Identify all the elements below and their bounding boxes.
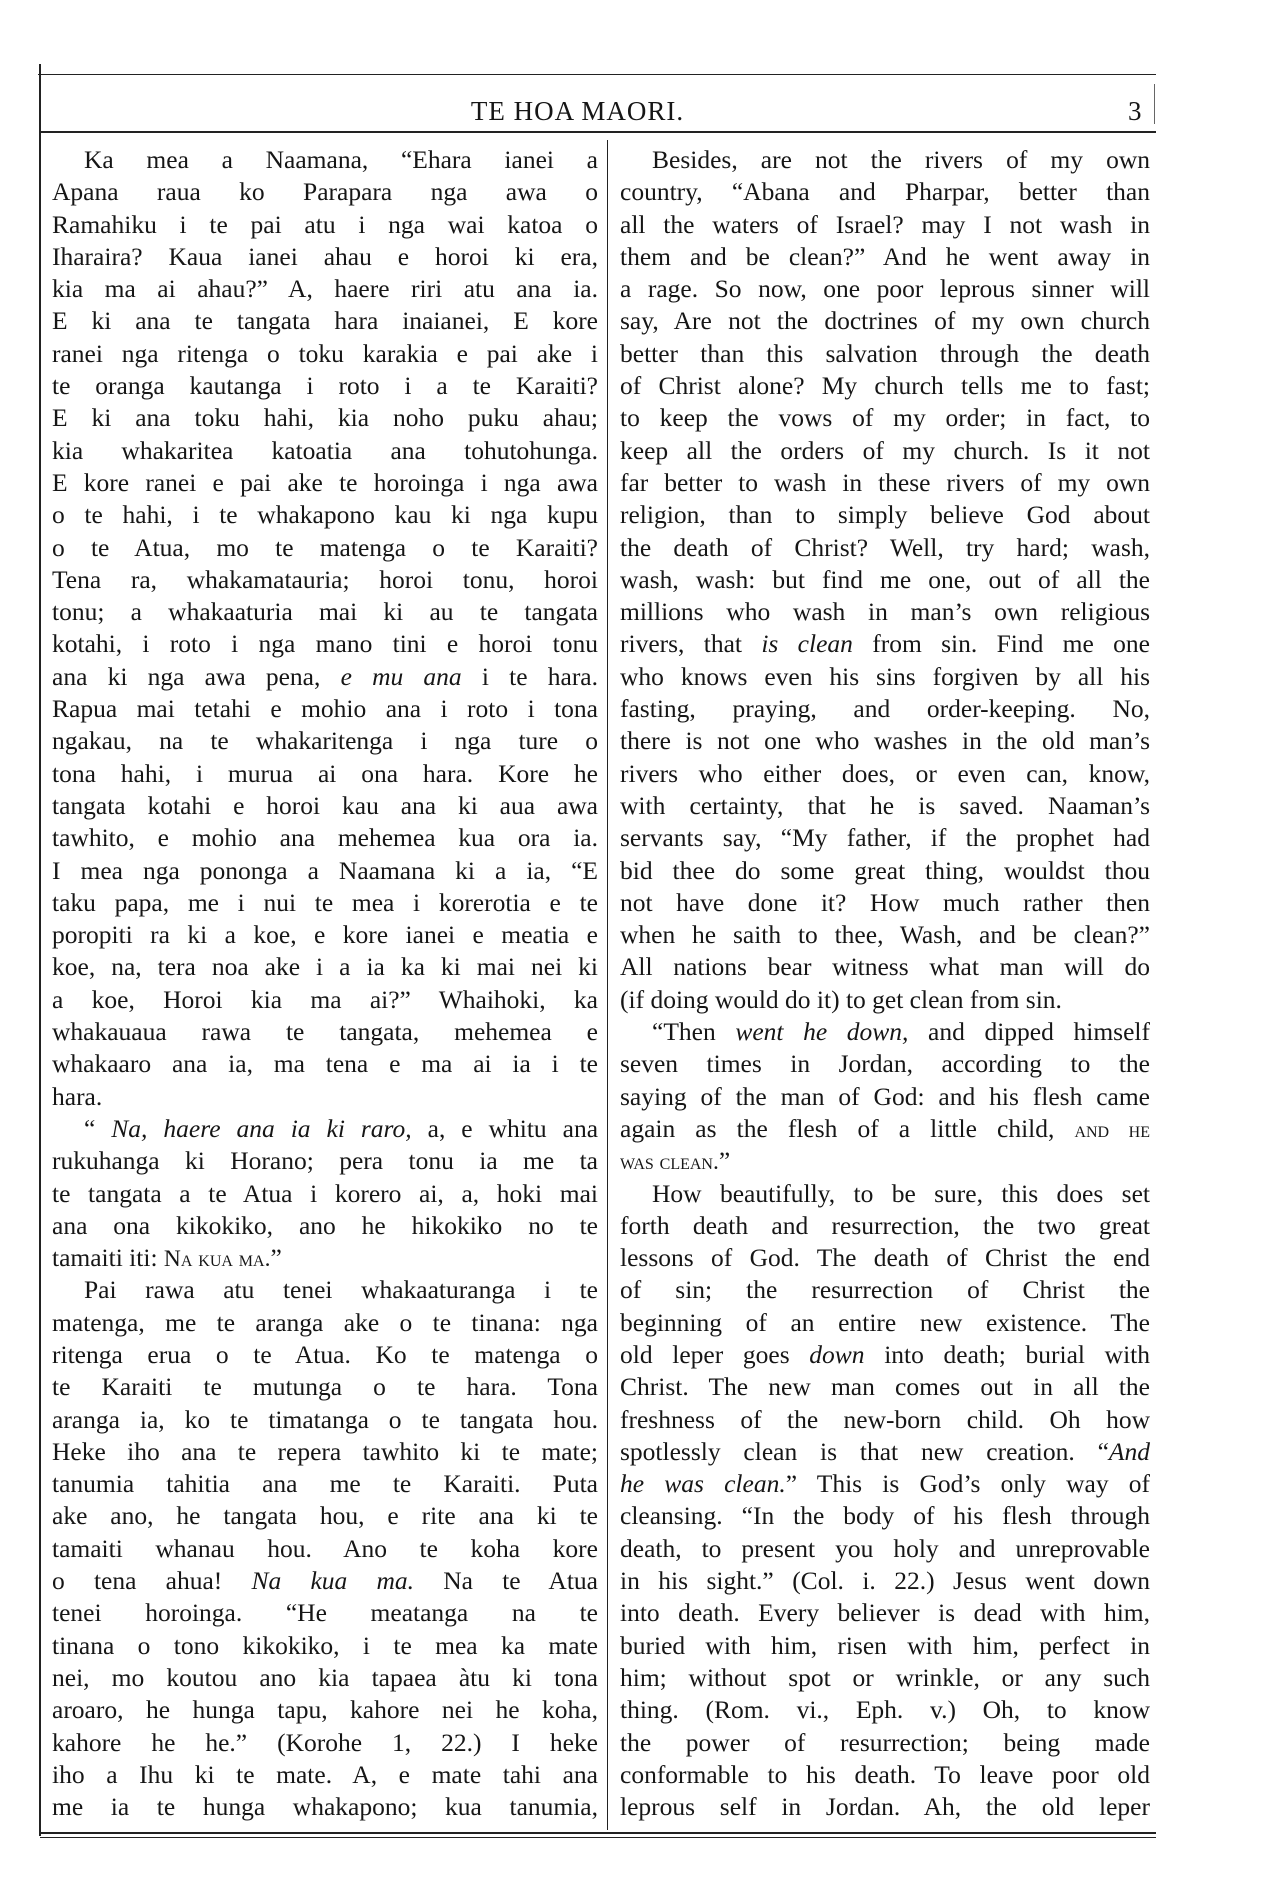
text-run: ” — [270, 1243, 282, 1273]
text-line: who knows even his sins forgiven by all his — [620, 661, 1150, 691]
text-line: freshness of the new-born child. Oh how — [620, 1404, 1150, 1434]
text-run: spotlessly clean is that new creation. “ — [620, 1436, 1109, 1466]
text-line: death, to present you holy and unreprovable — [620, 1533, 1150, 1563]
italic-run: he was clean. — [620, 1469, 786, 1499]
text-line: rukuhanga ki Horano; pera tonu ia me ta — [52, 1146, 598, 1176]
text-run: a, e whitu ana — [411, 1113, 599, 1143]
text-line: of sin; the resurrection of Christ the — [620, 1275, 1150, 1305]
text-run: rivers, that — [620, 629, 762, 659]
text-line — [620, 628, 1150, 660]
italic-run: Na kua ma. — [251, 1566, 415, 1596]
top-rule — [38, 74, 1156, 75]
text-line: Besides, are not the rivers of my own — [652, 145, 1150, 174]
text-line: lessons of God. The death of Christ the end — [620, 1243, 1150, 1273]
text-line: seven times in Jordan, according to the — [620, 1049, 1150, 1079]
text-line: tangata kotahi e horoi kau ana ki aua awa — [52, 790, 598, 820]
text-line: the power of resurrection; being made — [620, 1727, 1150, 1757]
text-line: Christ. The new man comes out in all the — [620, 1372, 1150, 1402]
text-line — [52, 1113, 598, 1145]
text-line: (if doing would do it) to get clean from sin. — [620, 984, 1062, 1014]
text-line: a rage. So now, one poor leprous sinner will — [620, 274, 1150, 304]
text-run: and dipped himself — [908, 1017, 1150, 1047]
right-column — [620, 144, 1150, 1823]
text-line: kotahi, i roto i nga mano tini e horoi tonu — [52, 629, 598, 659]
text-line: tawhito, e mohio ana mehemea kua ora ia. — [52, 823, 598, 853]
text-line: ritenga erua o te Atua. Ko te matenga o — [52, 1339, 598, 1369]
text-line: Tena ra, whakamatauria; horoi tonu, horoi — [52, 564, 598, 594]
text-line: iho a Ihu ki te mate. A, e mate tahi ana — [52, 1759, 598, 1789]
text-line: conformable to his death. To leave poor old — [620, 1759, 1150, 1789]
text-line: of Christ alone? My church tells me to fast; — [620, 371, 1150, 401]
text-line: all the waters of Israel? may I not wash in — [620, 209, 1150, 239]
bottom-rule — [40, 1832, 1156, 1834]
text-line: Pai rawa atu tenei whakaaturanga i te — [84, 1275, 598, 1305]
text-line: millions who wash in man’s own religious — [620, 597, 1150, 627]
text-line: beginning of an entire new existence. The — [620, 1307, 1150, 1337]
text-line: How beautifully, to be sure, this does set — [652, 1178, 1150, 1208]
text-line: wash, wash: but find me one, out of all the — [620, 564, 1150, 594]
text-line: a koe, Horoi kia ma ai?” Whaihoki, ka — [52, 984, 598, 1014]
page-number: 3 — [1128, 96, 1142, 126]
text-line: forth death and resurrection, the two great — [620, 1210, 1150, 1240]
italic-run: Na, haere ana ia ki raro, — [111, 1113, 412, 1143]
text-line: tonu; a whakaaturia mai ki au te tangata — [52, 597, 598, 627]
text-line: ranei nga ritenga o toku karakia e pai ake i — [52, 338, 598, 368]
text-line: E ki ana toku hahi, kia noho puku ahau; — [52, 403, 598, 433]
text-line: him; without spot or wrinkle, or any such — [620, 1662, 1150, 1692]
bottom-rule-thin — [40, 1837, 1156, 1838]
text-line: buried with him, risen with him, perfect in — [620, 1630, 1150, 1660]
text-line: All nations bear witness what man will do — [620, 952, 1150, 982]
text-run: tamaiti iti: — [52, 1243, 164, 1273]
text-line: kia whakaritea katoatia ana tohutohunga. — [52, 435, 598, 465]
text-line — [620, 1436, 1150, 1468]
italic-run: And — [1108, 1436, 1150, 1466]
text-line: not have done it? How much rather then — [620, 887, 1150, 917]
text-line: bid thee do some great thing, wouldst thou — [620, 855, 1150, 885]
text-line: koe, na, tera noa ake i a ia ka ki mai nei ki — [52, 952, 598, 982]
text-line: cleansing. “In the body of his flesh through — [620, 1501, 1150, 1531]
text-line — [52, 661, 598, 693]
text-line: Rapua mai tetahi e mohio ana i roto i tona — [52, 694, 598, 724]
text-line: me ia te hunga whakapono; kua tanumia, — [52, 1792, 598, 1822]
text-line: Ramahiku i te pai atu i nga wai katoa o — [52, 209, 598, 239]
text-line: o te hahi, i te whakapono kau ki nga kupu — [52, 500, 598, 530]
italic-run: is clean — [761, 629, 853, 659]
text-line: rivers who either does, or even can, know, — [620, 758, 1150, 788]
text-line: Ka mea a Naamana, “Ehara ianei a — [84, 145, 598, 174]
text-line: hara. — [52, 1081, 103, 1111]
text-run: ” — [718, 1146, 731, 1176]
text-line: tanumia tahitia ana me te Karaiti. Puta — [52, 1469, 598, 1499]
text-line — [620, 1468, 1150, 1500]
text-line: fasting, praying, and order-keeping. No, — [620, 694, 1150, 724]
text-run: “Then — [652, 1017, 736, 1047]
text-line: te oranga kautanga i roto i a te Karaiti? — [52, 371, 598, 401]
text-line: Iharaira? Kaua ianei ahau e horoi ki era, — [52, 241, 598, 271]
text-line: country, “Abana and Pharpar, better than — [620, 177, 1150, 207]
left-border — [39, 64, 41, 1836]
text-line: te tangata a te Atua i korero ai, a, hoki mai — [52, 1178, 598, 1208]
text-line: the death of Christ? Well, try hard; wash, — [620, 532, 1150, 562]
text-line: better than this salvation through the death — [620, 338, 1150, 368]
text-run: ” This is God’s only way of — [785, 1469, 1150, 1499]
italic-run: went he down, — [735, 1017, 909, 1047]
text-line: into death. Every believer is dead with him, — [620, 1598, 1150, 1628]
text-line: tamaiti whanau hou. Ano te koha kore — [52, 1533, 598, 1563]
header-rule — [40, 131, 1156, 133]
small-caps-run: and he — [1074, 1116, 1150, 1143]
text-line: aranga ia, ko te timatanga o te tangata hou. — [52, 1404, 598, 1434]
text-line: ngakau, na te whakaritenga i nga ture o — [52, 726, 598, 756]
text-line — [52, 1242, 598, 1274]
text-line: religion, than to simply believe God about — [620, 500, 1150, 530]
text-line: ake ano, he tangata hou, e rite ana ki te — [52, 1501, 598, 1531]
text-line: te Karaiti te mutunga o te hara. Tona — [52, 1372, 598, 1402]
text-line: tenei horoinga. “He meatanga na te — [52, 1598, 598, 1628]
text-line — [620, 1113, 1150, 1145]
text-line: tona hahi, i murua ai ona hara. Kore he — [52, 758, 598, 788]
text-run: into death; burial with — [864, 1339, 1150, 1369]
text-line: Heke iho ana te repera tawhito ki te mate; — [52, 1436, 598, 1466]
text-line: keep all the orders of my church. Is it not — [620, 435, 1150, 465]
text-line: leprous self in Jordan. Ah, the old leper — [620, 1792, 1150, 1822]
text-line: saying of the man of God: and his flesh came — [620, 1081, 1150, 1111]
text-line: nei, mo koutou ano kia tapaea àtu ki tona — [52, 1662, 598, 1692]
italic-run: down — [809, 1339, 865, 1369]
text-line — [620, 1145, 1150, 1177]
text-line — [620, 1016, 1150, 1048]
text-line: matenga, me te aranga ake o te tinana: nga — [52, 1307, 598, 1337]
text-line: when he saith to thee, Wash, and be clean?” — [620, 920, 1150, 950]
text-line: taku papa, me i nui te mea i korerotia e te — [52, 887, 598, 917]
column-divider — [607, 140, 608, 1830]
text-line: Apana raua ko Parapara nga awa o — [52, 177, 598, 207]
text-run: ana ki nga awa pena, — [52, 661, 341, 691]
text-line: tinana o tono kikokiko, i te mea ka mate — [52, 1630, 598, 1660]
text-line: with certainty, that he is saved. Naaman’s — [620, 790, 1150, 820]
text-run: again as the flesh of a little child, — [620, 1113, 1075, 1143]
text-line: I mea nga pononga a Naamana ki a ia, “E — [52, 855, 598, 885]
text-run: i te hara. — [461, 661, 598, 691]
text-run: Na te Atua — [414, 1566, 598, 1596]
small-caps-run: was clean. — [620, 1149, 719, 1176]
text-line: ana ona kikokiko, ano he hikokiko no te — [52, 1210, 598, 1240]
text-line — [52, 1565, 598, 1597]
text-line: kia ma ai ahau?” A, haere riri atu ana ia. — [52, 274, 598, 304]
text-line: say, Are not the doctrines of my own church — [620, 306, 1150, 336]
text-line: poropiti ra ki a koe, e kore ianei e meatia e — [52, 920, 598, 950]
text-line: whakaaro ana ia, ma tena e ma ai ia i te — [52, 1049, 598, 1079]
text-line — [620, 1339, 1150, 1371]
text-line: aroaro, he hunga tapu, kahore nei he koha, — [52, 1695, 598, 1725]
text-run: “ — [84, 1113, 112, 1143]
text-line: E kore ranei e pai ake te horoinga i nga awa — [52, 467, 598, 497]
text-run: old leper goes — [620, 1339, 810, 1369]
text-line: servants say, “My father, if the prophet had — [620, 823, 1150, 853]
left-column — [52, 144, 598, 1823]
small-caps-run: Na kua ma. — [163, 1246, 271, 1273]
text-run: from sin. Find me one — [852, 629, 1150, 659]
text-line: whakauaua rawa te tangata, mehemea e — [52, 1017, 598, 1047]
text-line: them and be clean?” And he went away in — [620, 241, 1150, 271]
italic-run: e mu ana — [340, 661, 462, 691]
text-run: o tena ahua! — [52, 1566, 252, 1596]
running-head-title: TE HOA MAORI. — [470, 96, 685, 126]
text-line: in his sight.” (Col. i. 22.) Jesus went down — [620, 1566, 1150, 1596]
text-line: kahore he he.” (Korohe 1, 22.) I heke — [52, 1727, 598, 1757]
text-line: far better to wash in these rivers of my own — [620, 467, 1150, 497]
text-line: E ki ana te tangata hara inaianei, E kore — [52, 306, 598, 336]
text-line: there is not one who washes in the old man’s — [620, 726, 1150, 756]
text-line: to keep the vows of my order; in fact, to — [620, 403, 1150, 433]
text-line: o te Atua, mo te matenga o te Karaiti? — [52, 532, 598, 562]
text-line: thing. (Rom. vi., Eph. v.) Oh, to know — [620, 1695, 1150, 1725]
